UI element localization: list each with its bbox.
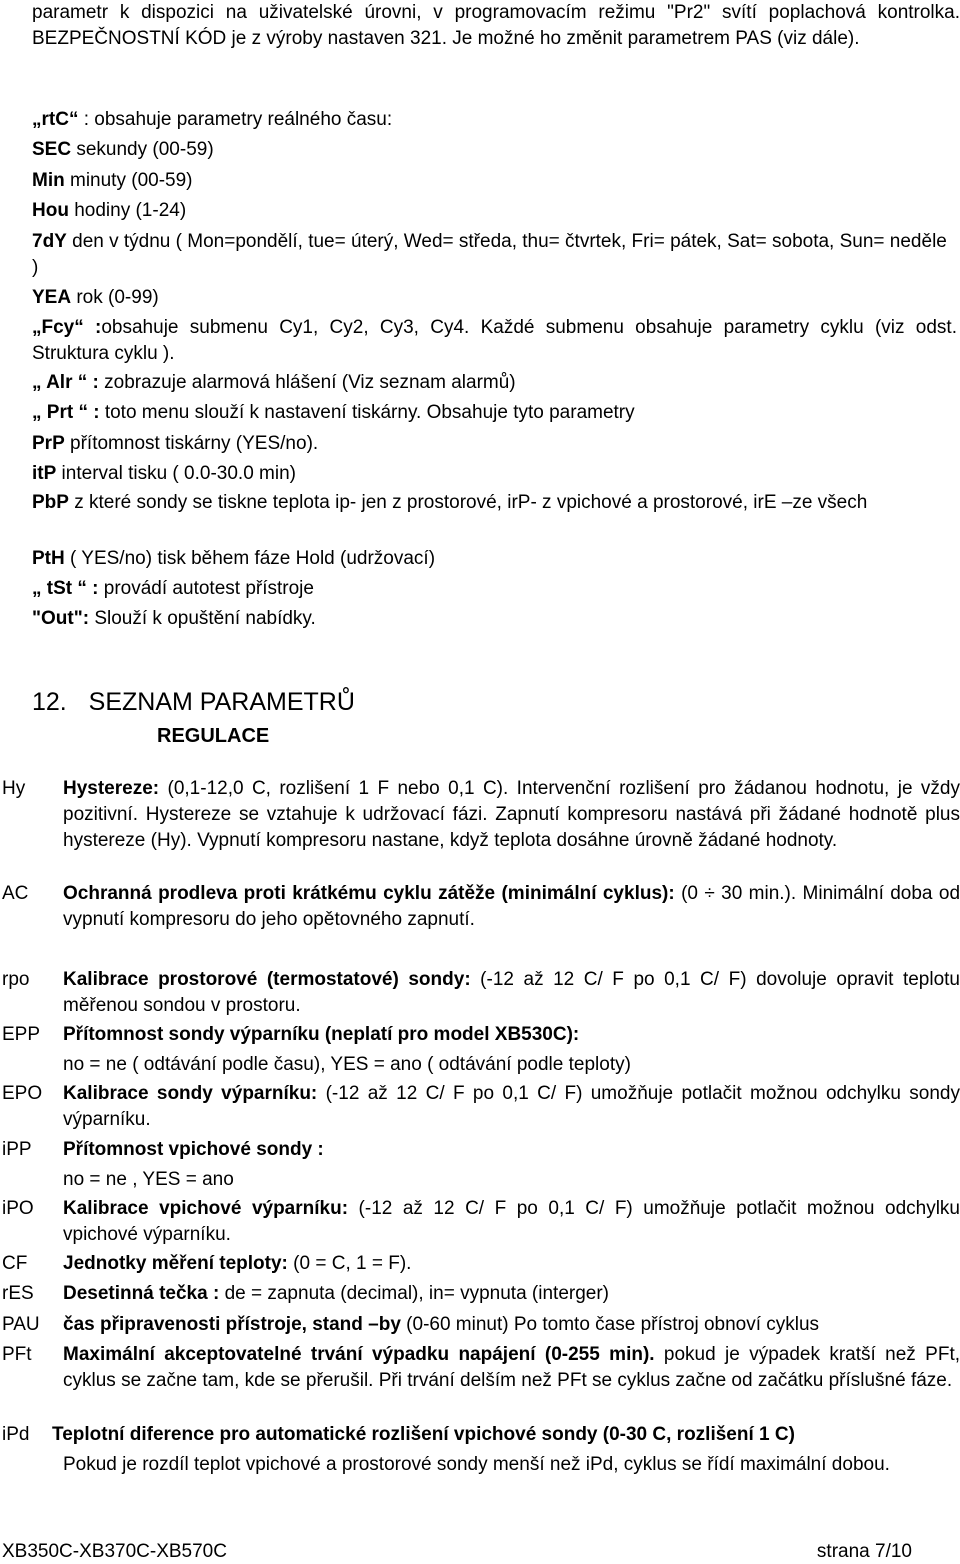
parameter-text: (0 = C, 1 = F). xyxy=(287,1253,412,1274)
parameter-text: (0-60 minut) Po tomto čase přístroj obnoví cyklus xyxy=(400,1314,820,1335)
hou-key: Hou xyxy=(32,200,69,221)
parameter-title: Přítomnost sondy výparníku (neplatí pro model XB530C): xyxy=(63,1024,580,1045)
itp-key: itP xyxy=(32,463,57,484)
parameter-description xyxy=(63,1022,960,1078)
prp-text: přítomnost tiskárny (YES/no). xyxy=(64,433,319,454)
parameter-title: Maximální akceptovatelné trvání výpadku napájení (0-255 min). xyxy=(63,1344,655,1365)
parameter-description xyxy=(63,1281,960,1307)
parameter-line2: no = ne , YES = ano xyxy=(63,1169,234,1190)
sec-text: sekundy (00-59) xyxy=(71,139,214,160)
7dy-text: den v týdnu ( Mon=pondělí, tue= úterý, Wed= středa, thu= čtvrtek, Fri= pátek, Sat= sobota, Sun= neděle ) xyxy=(32,231,947,278)
parameter-description xyxy=(63,1251,960,1277)
min-key: Min xyxy=(32,170,65,191)
menu-out xyxy=(32,606,932,632)
intro-text: parametr k dispozici na uživatelské úrovni, v programovacím režimu "Pr2" svítí poplachová kontrolka. BEZPEČNOSTNÍ KÓD je z výroby nastaven 321. Je možné ho změnit parametrem PAS (viz dále). xyxy=(32,2,960,49)
tst-key: „ tSt “ : xyxy=(32,578,99,599)
parameter-key: Hy xyxy=(2,778,26,799)
pbp-text: z které sondy se tiskne teplota ip- jen z prostorové, irP- z vpichové a prostorové, irE –ze všech xyxy=(68,492,868,513)
parameter-line2: Pokud je rozdíl teplot vpichové a prostorové sondy menší než iPd, cyklus se řídí maximální dobou. xyxy=(63,1454,890,1475)
sec-key: SEC xyxy=(32,139,72,160)
param-min xyxy=(32,168,932,194)
parameter-description xyxy=(63,1137,960,1193)
section-title: SEZNAM PARAMETRŮ xyxy=(88,688,355,716)
pth-text: ( YES/no) tisk během fáze Hold (udržovací) xyxy=(64,548,436,569)
parameter-line2: no = ne ( odtávání podle času), YES = ano ( odtávání podle teploty) xyxy=(63,1054,631,1075)
out-key: "Out": xyxy=(32,608,90,629)
parameter-title: Kalibrace prostorové (termostatové) sondy: xyxy=(63,969,471,990)
yea-text: rok (0-99) xyxy=(71,287,159,308)
parameter-title: Teplotní diference pro automatické rozlišení vpichové sondy (0-30 C, rozlišení 1 C) xyxy=(52,1424,795,1445)
itp-text: interval tisku ( 0.0-30.0 min) xyxy=(56,463,296,484)
param-7dy xyxy=(32,229,957,281)
prt-key: „ Prt “ : xyxy=(32,402,100,423)
parameter-title: Přítomnost vpichové sondy : xyxy=(63,1139,324,1160)
rtc-text: : obsahuje parametry reálného času: xyxy=(78,109,393,130)
tst-text: provádí autotest přístroje xyxy=(98,578,314,599)
param-pth xyxy=(32,546,932,572)
parameter-text: (0 ÷ 30 min.). Minimální doba od vypnutí kompresoru do jeho opětovného zapnutí. xyxy=(63,883,960,930)
parameter-description xyxy=(63,1081,960,1133)
prt-text: toto menu slouží k nastavení tiskárny. Obsahuje tyto parametry xyxy=(99,402,635,423)
menu-alr xyxy=(32,370,932,396)
parameter-key: PAU xyxy=(2,1314,40,1335)
pth-key: PtH xyxy=(32,548,65,569)
parameter-key: AC xyxy=(2,883,29,904)
alr-text: zobrazuje alarmová hlášení (Viz seznam alarmů) xyxy=(98,372,516,393)
parameter-text: (0,1-12,0 C, rozlišení 1 F nebo 0,1 C). Intervenční rozlišení pro žádanou hodnotu, je vždy pozitivní. Hystereze se vztahuje k udržovací fázi. Zapnutí kompresoru nastává při žádané hodnotě plus hystereze (Hy). Vypnutí kompresoru nastane, když teplota dosáhne úrovně žádané hodnoty. xyxy=(63,778,960,851)
parameter-description xyxy=(63,881,960,933)
parameter-text: (-12 až 12 C/ F po 0,1 C/ F) umožňuje potlačit možnou odchylku sondy výparníku. xyxy=(63,1083,960,1130)
menu-fcy xyxy=(32,315,957,367)
parameter-key: rpo xyxy=(2,969,30,990)
fcy-text: obsahuje submenu Cy1, Cy2, Cy3, Cy4. Každé submenu obsahuje parametry cyklu (viz odst. Struktura cyklu ). xyxy=(32,317,957,364)
parameter-description xyxy=(63,776,960,854)
rtc-key: „rtC“ xyxy=(32,109,79,130)
parameter-description xyxy=(63,1342,960,1394)
alr-key: „ Alr “ : xyxy=(32,372,99,393)
section-subtitle: REGULACE xyxy=(157,725,270,747)
parameter-text: pokud je výpadek kratší než PFt, cyklus se začne tam, kde se přerušil. Při trvání delším než PFt se cyklus začne od začátku příslušné fáze. xyxy=(63,1344,960,1391)
menu-tst xyxy=(32,576,932,602)
out-text: Slouží k opuštění nabídky. xyxy=(89,608,316,629)
parameter-title: Hystereze: xyxy=(63,778,160,799)
footer-model: XB350C-XB370C-XB570C xyxy=(2,1541,227,1562)
yea-key: YEA xyxy=(32,287,72,308)
pbp-key: PbP xyxy=(32,492,69,513)
menu-prt xyxy=(32,400,932,426)
param-itp xyxy=(32,461,932,487)
footer-page-number: strana 7/10 xyxy=(816,1541,912,1562)
parameter-title: Ochranná prodleva proti krátkému cyklu zátěže (minimální cyklus): xyxy=(63,883,675,904)
menu-rtc xyxy=(32,107,932,133)
parameter-key: iPd xyxy=(2,1424,30,1445)
parameter-title: Kalibrace vpichové výparníku: xyxy=(63,1198,349,1219)
parameter-title: Desetinná tečka : xyxy=(63,1283,220,1304)
parameter-key: EPP xyxy=(2,1024,41,1045)
fcy-key: „Fcy“ : xyxy=(32,317,102,338)
parameter-text: de = zapnuta (decimal), in= vypnuta (interger) xyxy=(219,1283,610,1304)
intro-paragraph xyxy=(32,0,960,52)
hou-text: hodiny (1-24) xyxy=(68,200,187,221)
param-prp xyxy=(32,431,932,457)
parameter-key: PFt xyxy=(2,1344,32,1365)
parameter-title: Jednotky měření teploty: xyxy=(63,1253,288,1274)
parameter-key: iPP xyxy=(2,1139,32,1160)
section-heading xyxy=(32,686,355,718)
param-yea xyxy=(32,285,932,311)
parameter-key: CF xyxy=(2,1253,28,1274)
parameter-key: EPO xyxy=(2,1083,43,1104)
parameter-description xyxy=(63,1312,960,1338)
min-text: minuty (00-59) xyxy=(64,170,193,191)
parameter-text: (-12 až 12 C/ F po 0,1 C/ F) dovoluje opravit teplotu měřenou sondou v prostoru. xyxy=(63,969,960,1016)
param-sec xyxy=(32,137,932,163)
parameter-description xyxy=(63,1196,960,1248)
parameter-key: rES xyxy=(2,1283,34,1304)
section-number: 12. xyxy=(32,688,67,716)
parameter-description xyxy=(52,1422,960,1478)
parameter-key: iPO xyxy=(2,1198,34,1219)
parameter-title: čas připravenosti přístroje, stand –by xyxy=(63,1314,401,1335)
7dy-key: 7dY xyxy=(32,231,67,252)
parameter-title: Kalibrace sondy výparníku: xyxy=(63,1083,318,1104)
parameter-description xyxy=(63,967,960,1019)
prp-key: PrP xyxy=(32,433,65,454)
parameter-text: (-12 až 12 C/ F po 0,1 C/ F) umožňuje potlačit možnou odchylku vpichové výparníku. xyxy=(63,1198,960,1245)
param-hou xyxy=(32,198,932,224)
param-pbp xyxy=(32,490,957,516)
